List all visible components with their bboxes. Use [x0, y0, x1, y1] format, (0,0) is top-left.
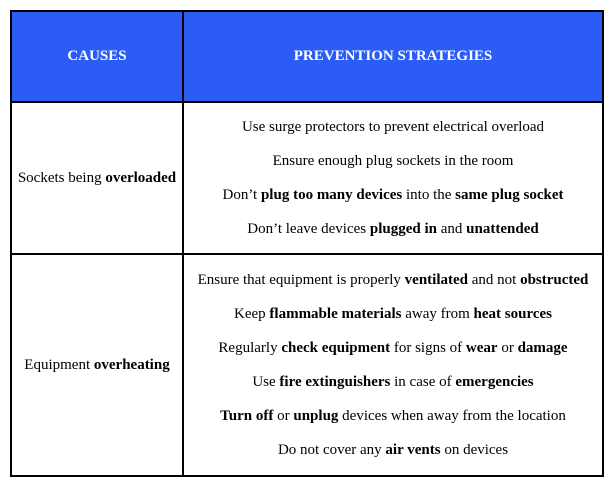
strategy-line: [186, 144, 600, 178]
plain-text: Ensure enough plug sockets in the room: [272, 153, 514, 169]
plain-text: on devices: [440, 442, 509, 458]
table-body: [11, 102, 603, 476]
bold-text: plugged in: [369, 221, 437, 237]
bold-text: plug too many devices: [260, 187, 403, 203]
bold-text: Turn off: [220, 408, 274, 424]
strategies-cell: [183, 254, 603, 476]
bold-text: fire extinguishers: [279, 374, 391, 390]
plain-text: Equipment: [24, 356, 94, 373]
plain-text: Don’t: [222, 187, 261, 203]
bold-text: same plug socket: [455, 187, 564, 203]
bold-text: emergencies: [455, 374, 534, 390]
plain-text: Sockets being: [17, 169, 106, 186]
causes-prevention-table: [10, 10, 604, 477]
plain-text: Regularly: [218, 340, 282, 356]
plain-text: Do not cover any: [277, 442, 386, 458]
plain-text: Use surge protectors to prevent electrical overload: [241, 119, 545, 135]
bold-text: air vents: [385, 442, 441, 458]
plain-text: into the: [402, 187, 456, 203]
header-row: [11, 11, 603, 102]
bold-text: ventilated: [404, 272, 468, 288]
strategy-line: [186, 178, 600, 212]
bold-text: overheating: [93, 356, 170, 373]
plain-text: devices when away from the location: [338, 408, 566, 424]
bold-text: obstructed: [520, 272, 589, 288]
plain-text: Don’t leave devices: [247, 221, 370, 237]
plain-text: or: [497, 340, 518, 356]
strategy-line: [186, 331, 600, 365]
bold-text: unplug: [293, 408, 339, 424]
strategy-line: [186, 212, 600, 246]
strategy-line: [186, 110, 600, 144]
header-prevention-strategies: PREVENTION STRATEGIES: [183, 11, 603, 102]
plain-text: or: [273, 408, 294, 424]
bold-text: heat sources: [473, 306, 552, 322]
strategies-cell: [183, 102, 603, 254]
cause-cell: [11, 102, 183, 254]
strategy-line: [186, 433, 600, 467]
table-header: [11, 11, 603, 102]
strategy-line: [186, 365, 600, 399]
plain-text: and not: [467, 272, 521, 288]
bold-text: flammable materials: [269, 306, 402, 322]
table-row: [11, 254, 603, 476]
strategy-line: [186, 297, 600, 331]
plain-text: Ensure that equipment is properly: [197, 272, 405, 288]
plain-text: away from: [401, 306, 474, 322]
table-row: [11, 102, 603, 254]
strategy-line: [186, 399, 600, 433]
bold-text: unattended: [466, 221, 539, 237]
plain-text: for signs of: [390, 340, 466, 356]
bold-text: damage: [517, 340, 568, 356]
table-container: [10, 10, 604, 477]
plain-text: and: [437, 221, 467, 237]
cause-cell: [11, 254, 183, 476]
header-causes: CAUSES: [11, 11, 183, 102]
plain-text: Use: [252, 374, 280, 390]
plain-text: Keep: [234, 306, 270, 322]
bold-text: wear: [465, 340, 498, 356]
bold-text: overloaded: [105, 169, 177, 186]
plain-text: in case of: [390, 374, 456, 390]
bold-text: check equipment: [281, 340, 391, 356]
strategy-line: [186, 263, 600, 297]
